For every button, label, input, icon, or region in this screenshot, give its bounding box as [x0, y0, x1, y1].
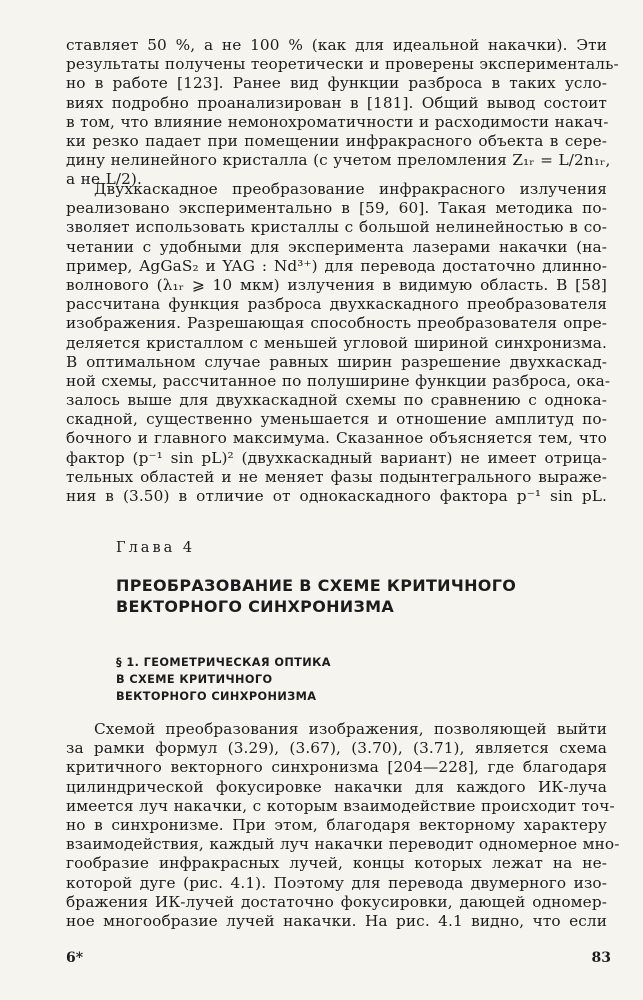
section-title-line: В СХЕМЕ КРИТИЧНОГО [116, 673, 273, 686]
text-line: ное многообразие лучей накачки. На рис. 4.1 видно, что если [66, 911, 607, 930]
chapter-title [116, 575, 516, 617]
text-line: за рамки формул (3.29), (3.67), (3.70), (3.71), является схема [66, 739, 607, 758]
text-line: Двухкаскадное преобразование инфракрасного излучения [94, 180, 607, 198]
text-line: деляется кристаллом с меньшей угловой шириной синхронизма. [66, 333, 607, 352]
section-title [116, 654, 331, 705]
text-line: изображения. Разрешающая способность преобразователя опре- [66, 314, 607, 333]
text-line: критичного векторного синхронизма [204—228], где благодаря [66, 758, 607, 777]
paragraph-continued [66, 36, 619, 190]
text-line: а не L/2). [66, 170, 142, 189]
text-line: Схемой преобразования изображения, позволяющей выйти [94, 720, 607, 738]
chapter-title-line: ВЕКТОРНОГО СИНХРОНИЗМА [116, 597, 395, 616]
text-line: залось выше для двухкаскадной схемы по сравнению с однока- [66, 391, 607, 410]
signature-mark: 6* [66, 950, 84, 966]
text-line: имеется луч накачки, с которым взаимодействие происходит точ- [66, 796, 615, 815]
text-line: волнового (λ₁ᵣ ⩾ 10 мкм) излучения в видимую область. В [58] [66, 275, 607, 294]
chapter-label: Глава 4 [116, 540, 196, 556]
text-line: ной схемы, рассчитанное по полуширине функции разброса, ока- [66, 371, 611, 390]
text-line: фактор (p⁻¹ sin pL)² (двухкаскадный вариант) не имеет отрица- [66, 448, 607, 467]
section-title-line: ВЕКТОРНОГО СИНХРОНИЗМА [116, 690, 317, 703]
chapter-title-line: ПРЕОБРАЗОВАНИЕ В СХЕМЕ КРИТИЧНОГО [116, 576, 517, 595]
text-line: ки резко падает при помещении инфракрасного объекта в сере- [66, 131, 607, 150]
text-line: четании с удобными для эксперимента лазерами накачки (на- [66, 237, 607, 256]
text-line: результаты получены теоретически и проверены эксперименталь- [66, 55, 619, 74]
text-line: ния в (3.50) в отличие от однокаскадного фактора p⁻¹ sin pL. [66, 487, 607, 505]
text-line: рассчитана функция разброса двухкаскадного преобразователя [66, 295, 607, 314]
text-line: виях подробно проанализирован в [181]. Общий вывод состоит [66, 93, 607, 112]
text-line: тельных областей и не меняет фазы подынтегрального выраже- [66, 467, 607, 486]
text-line: пример, AgGaS₂ и YAG : Nd³⁺) для перевода достаточно длинно- [66, 256, 607, 275]
text-line: которой дуге (рис. 4.1). Поэтому для перевода двумерного изо- [66, 873, 607, 892]
text-line: гообразие инфракрасных лучей, концы которых лежат на не- [66, 854, 607, 873]
text-line: В оптимальном случае равных ширин разрешение двухкаскад- [66, 352, 607, 371]
section-title-line: § 1. ГЕОМЕТРИЧЕСКАЯ ОПТИКА [116, 656, 331, 669]
text-line: но в синхронизме. При этом, благодаря векторному характеру [66, 815, 607, 834]
text-line: скадной, существенно уменьшается и отношение амплитуд по- [66, 410, 607, 429]
text-line: но в работе [123]. Ранее вид функции разброса в таких усло- [66, 74, 607, 93]
text-line: зволяет использовать кристаллы с большой нелинейностью в со- [66, 218, 607, 237]
text-line: реализовано экспериментально в [59, 60]. Такая методика по- [66, 199, 607, 218]
text-line: бочного и главного максимума. Сказанное объясняется тем, что [66, 429, 607, 448]
text-line: в том, что влияние немонохроматичности и расходимости накач- [66, 112, 609, 131]
text-line: взаимодействия, каждый луч накачки переводит одномерное мно- [66, 835, 620, 854]
page-number: 83 [591, 950, 611, 966]
text-line: бражения ИК-лучей достаточно фокусировки, дающей одномер- [66, 892, 607, 911]
text-line: дину нелинейного кристалла (с учетом преломления Z₁ᵣ = L/2n₁ᵣ, [66, 151, 611, 170]
paragraph-two-cascade [66, 180, 611, 506]
paragraph-vector-synchronism [66, 720, 620, 931]
text-line: ставляет 50 %, а не 100 % (как для идеальной накачки). Эти [66, 36, 607, 54]
text-line: цилиндрической фокусировке накачки для каждого ИК-луча [66, 777, 607, 796]
